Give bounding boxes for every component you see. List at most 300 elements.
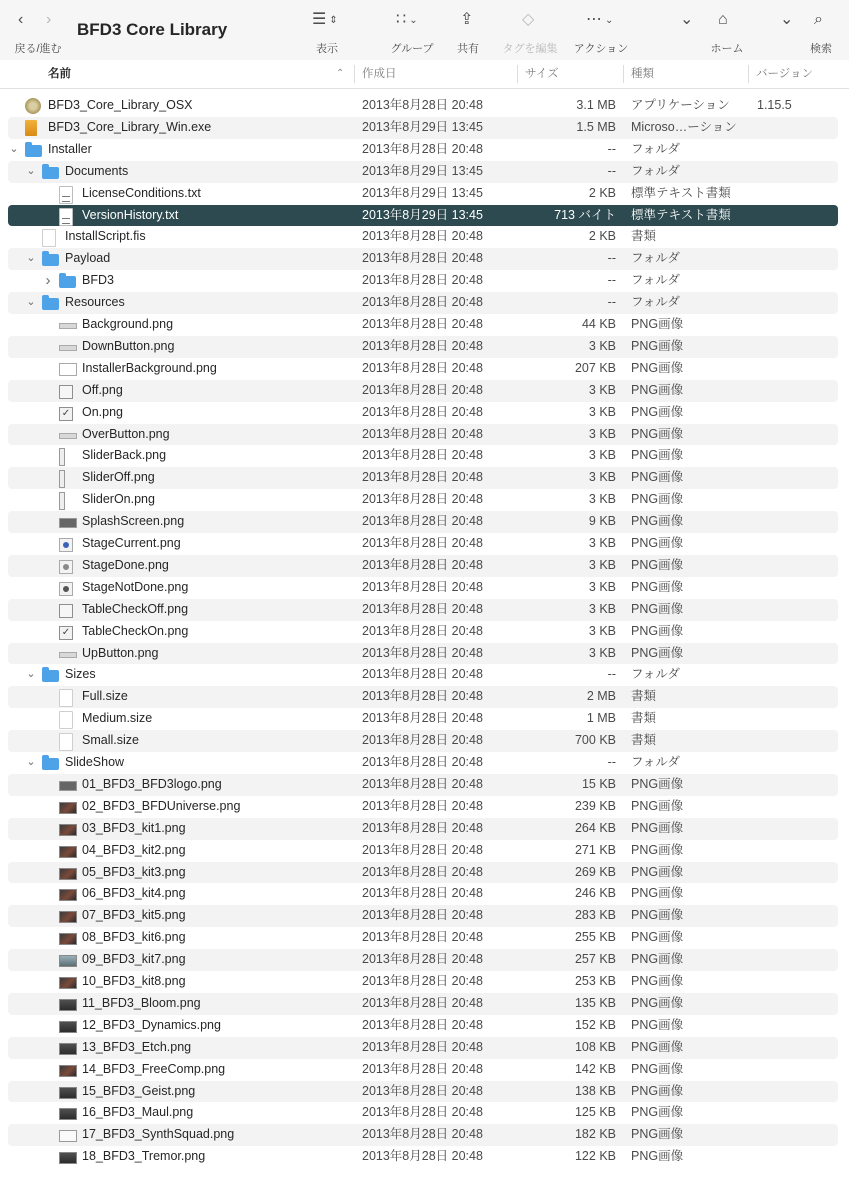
created-date: 2013年8月28日 20:48 (362, 229, 483, 244)
disclosure-closed-chevron-icon[interactable]: › (45, 272, 51, 290)
column-divider[interactable] (623, 65, 624, 83)
created-date: 2013年8月28日 20:48 (362, 98, 483, 112)
file-row[interactable] (8, 358, 838, 380)
file-name: TableCheckOn.png (82, 623, 189, 638)
image-file-icon (59, 518, 77, 528)
file-row[interactable] (8, 183, 838, 205)
column-name[interactable]: 名前 (48, 68, 71, 80)
file-row[interactable] (8, 533, 838, 555)
toolbar (0, 0, 849, 60)
file-row[interactable] (8, 774, 838, 796)
file-name: 05_BFD3_kit3.png (82, 864, 186, 879)
toolbar-overflow-chevron-icon[interactable]: ⌄ (780, 11, 794, 28)
image-file-icon (59, 1108, 77, 1120)
file-size: 152 KB (574, 1017, 616, 1032)
created-date: 2013年8月28日 20:48 (362, 317, 483, 331)
file-row[interactable] (8, 402, 838, 424)
disclosure-open-chevron-icon[interactable]: ⌄ (26, 252, 36, 265)
file-size: 1 MB (586, 711, 616, 726)
file-kind: PNG画像 (631, 536, 684, 550)
image-file-icon (59, 889, 77, 901)
file-name: InstallerBackground.png (82, 360, 217, 375)
created-date: 2013年8月28日 20:48 (362, 930, 483, 945)
image-file-icon (59, 933, 77, 945)
file-size: 713 バイト (554, 207, 616, 222)
folder-icon (42, 254, 59, 266)
created-date: 2013年8月28日 20:48 (362, 557, 483, 572)
file-kind: PNG画像 (631, 601, 684, 616)
folder-icon (59, 276, 76, 288)
file-kind: 書類 (631, 711, 657, 726)
file-kind: PNG画像 (631, 820, 684, 835)
exe-icon (25, 120, 37, 136)
image-file-icon: ✓ (59, 407, 73, 421)
file-size: 3 KB (588, 404, 616, 419)
file-row[interactable] (8, 1037, 838, 1059)
file-size: 239 KB (574, 798, 616, 813)
file-name: 04_BFD3_kit2.png (82, 842, 186, 857)
created-date: 2013年8月28日 20:48 (362, 974, 483, 988)
folder-row[interactable] (8, 248, 838, 270)
created-date: 2013年8月28日 20:48 (362, 251, 483, 266)
created-date: 2013年8月29日 13:45 (362, 207, 483, 222)
file-row[interactable] (8, 643, 838, 665)
file-kind: 書類 (631, 689, 657, 704)
image-file-icon (59, 323, 77, 329)
image-file-icon (59, 538, 73, 552)
file-name: 14_BFD3_FreeComp.png (82, 1061, 226, 1076)
image-file-icon (59, 868, 77, 880)
folder-icon (42, 758, 59, 770)
created-date: 2013年8月28日 20:48 (362, 426, 483, 441)
app-icon (25, 98, 41, 114)
file-name: SlideShow (65, 755, 125, 769)
file-size: 3 KB (588, 426, 616, 441)
file-row[interactable] (8, 796, 838, 818)
file-name: StageDone.png (82, 557, 169, 572)
file-name: Documents (65, 163, 129, 178)
document-icon (59, 689, 73, 707)
file-size: 125 KB (574, 1105, 616, 1120)
image-file-icon (59, 604, 73, 618)
file-name: 10_BFD3_kit8.png (82, 974, 186, 988)
file-size: 3 KB (588, 645, 616, 660)
file-size: -- (607, 755, 616, 769)
tag-icon[interactable]: ◇ (522, 11, 535, 28)
file-size: 3 KB (588, 601, 616, 616)
file-row[interactable] (8, 117, 838, 139)
created-date: 2013年8月29日 13:45 (362, 163, 483, 178)
created-date: 2013年8月28日 20:48 (362, 952, 483, 967)
file-kind: PNG画像 (631, 1039, 684, 1054)
created-date: 2013年8月28日 20:48 (362, 667, 483, 682)
file-size: 108 KB (574, 1039, 616, 1054)
created-date: 2013年8月28日 20:48 (362, 448, 483, 463)
file-row[interactable] (8, 336, 838, 358)
back-icon[interactable]: ‹ (18, 11, 24, 28)
created-date: 2013年8月28日 20:48 (362, 295, 483, 310)
file-row[interactable] (8, 862, 838, 884)
file-kind: PNG画像 (631, 470, 684, 485)
file-size: 2 KB (588, 229, 616, 244)
file-name: 03_BFD3_kit1.png (82, 820, 186, 835)
file-name: TableCheckOff.png (82, 601, 189, 616)
file-name: Off.png (82, 382, 123, 397)
file-kind: PNG画像 (631, 557, 684, 572)
folder-icon (42, 167, 59, 179)
file-size: 142 KB (574, 1061, 616, 1076)
file-kind: フォルダ (631, 667, 680, 682)
column-kind[interactable]: 種類 (631, 68, 654, 80)
created-date: 2013年8月28日 20:48 (362, 864, 483, 879)
file-name: On.png (82, 404, 124, 419)
file-row[interactable] (8, 730, 838, 752)
file-kind: PNG画像 (631, 995, 684, 1010)
file-kind: PNG画像 (631, 645, 684, 660)
file-size: 1.5 MB (576, 119, 616, 134)
column-size[interactable]: サイズ (525, 68, 559, 80)
created-date: 2013年8月28日 20:48 (362, 820, 483, 835)
created-date: 2013年8月28日 20:48 (362, 1149, 483, 1164)
file-size: 135 KB (574, 995, 616, 1010)
file-kind: 書類 (631, 229, 657, 244)
image-file-icon (59, 1152, 77, 1164)
file-row[interactable] (8, 905, 838, 927)
file-name: DownButton.png (82, 338, 175, 353)
view-label[interactable]: 表示 (316, 43, 338, 55)
file-name: 17_BFD3_SynthSquad.png (82, 1127, 235, 1142)
file-size: -- (607, 141, 616, 156)
created-date: 2013年8月28日 20:48 (362, 995, 483, 1010)
image-file-icon (59, 470, 65, 488)
file-name: 15_BFD3_Geist.png (82, 1083, 196, 1098)
column-divider[interactable] (748, 65, 749, 83)
file-name: Full.size (82, 689, 128, 704)
file-name: 07_BFD3_kit5.png (82, 908, 186, 923)
file-kind: PNG画像 (631, 426, 684, 441)
file-size: -- (607, 273, 616, 288)
file-kind: フォルダ (631, 141, 680, 156)
file-row[interactable] (8, 708, 838, 730)
file-kind: 標準テキスト書類 (631, 207, 731, 222)
file-kind: PNG画像 (631, 514, 684, 529)
text-document-icon (59, 186, 73, 204)
disclosure-open-chevron-icon[interactable]: ⌄ (26, 164, 36, 177)
back-forward-label: 戻る/進む (14, 43, 62, 55)
file-kind: PNG画像 (631, 1105, 684, 1120)
folder-row[interactable] (8, 270, 838, 292)
action-ellipsis-icon[interactable]: ⋯ ⌄ (586, 11, 614, 28)
created-date: 2013年8月28日 20:48 (362, 360, 483, 375)
file-kind: PNG画像 (631, 623, 684, 638)
image-file-icon (59, 802, 77, 814)
file-name: StageCurrent.png (82, 536, 181, 550)
file-kind: PNG画像 (631, 1017, 684, 1032)
image-file-icon (59, 1065, 77, 1077)
column-divider[interactable] (354, 65, 355, 83)
image-file-icon (59, 652, 77, 658)
file-row[interactable] (8, 445, 838, 467)
file-kind: PNG画像 (631, 974, 684, 988)
image-file-icon (59, 492, 65, 510)
file-row[interactable] (8, 489, 838, 511)
file-name: 11_BFD3_Bloom.png (82, 995, 201, 1010)
file-size: 253 KB (574, 974, 616, 988)
folder-row[interactable] (8, 752, 838, 774)
image-file-icon (59, 433, 77, 439)
file-kind: フォルダ (631, 273, 680, 288)
image-file-icon (59, 345, 77, 351)
folder-row[interactable] (8, 161, 838, 183)
file-row[interactable] (8, 1146, 838, 1168)
file-row[interactable] (8, 883, 838, 905)
file-kind: アプリケーション (631, 98, 730, 112)
home-label[interactable]: ホーム (710, 43, 744, 55)
file-name: Resources (65, 295, 125, 310)
file-row[interactable] (8, 599, 838, 621)
created-date: 2013年8月28日 20:48 (362, 886, 483, 901)
column-header (0, 60, 849, 89)
created-date: 2013年8月28日 20:48 (362, 733, 483, 748)
file-kind: PNG画像 (631, 1149, 684, 1164)
folder-icon (42, 298, 59, 310)
created-date: 2013年8月28日 20:48 (362, 492, 483, 507)
file-name: 06_BFD3_kit4.png (82, 886, 186, 901)
file-name: 01_BFD3_BFD3logo.png (82, 776, 222, 791)
action-label[interactable]: アクション (573, 43, 629, 55)
file-row[interactable] (8, 95, 838, 117)
file-size: -- (607, 295, 616, 310)
file-kind: フォルダ (631, 295, 680, 310)
file-size: 3 KB (588, 470, 616, 485)
file-size: 264 KB (574, 820, 616, 835)
file-name: Medium.size (82, 711, 153, 726)
created-date: 2013年8月28日 20:48 (362, 1017, 483, 1032)
file-kind: PNG画像 (631, 776, 684, 791)
search-icon[interactable]: ⌕ (814, 11, 823, 28)
file-name: SliderOff.png (82, 470, 155, 485)
image-file-icon (59, 1087, 77, 1099)
file-size: -- (607, 163, 616, 178)
file-row[interactable] (8, 621, 838, 643)
file-name: UpButton.png (82, 645, 159, 660)
image-file-icon (59, 955, 77, 967)
file-row[interactable] (8, 840, 838, 862)
created-date: 2013年8月28日 20:48 (362, 536, 483, 550)
file-kind: 書類 (631, 733, 657, 748)
image-file-icon (59, 582, 73, 596)
file-kind: Microso…ーション (631, 119, 737, 134)
group-label[interactable]: グループ (390, 43, 434, 55)
file-row[interactable] (8, 1059, 838, 1081)
image-file-icon (59, 448, 65, 466)
file-version: 1.15.5 (757, 98, 792, 112)
home-icon[interactable]: ⌂ (718, 11, 728, 28)
file-size: 700 KB (574, 733, 616, 748)
file-name: Installer (48, 141, 92, 156)
image-file-icon (59, 1043, 77, 1055)
file-kind: PNG画像 (631, 579, 684, 594)
file-row[interactable] (8, 555, 838, 577)
file-kind: PNG画像 (631, 1127, 684, 1142)
created-date: 2013年8月28日 20:48 (362, 382, 483, 397)
image-file-icon (59, 824, 77, 836)
created-date: 2013年8月28日 20:48 (362, 908, 483, 923)
created-date: 2013年8月28日 20:48 (362, 711, 483, 726)
forward-icon[interactable]: › (46, 11, 52, 28)
file-kind: PNG画像 (631, 360, 684, 375)
document-icon (42, 229, 56, 247)
document-icon (59, 733, 73, 751)
file-kind: PNG画像 (631, 864, 684, 879)
file-name: 12_BFD3_Dynamics.png (82, 1017, 221, 1032)
file-row[interactable] (8, 1124, 838, 1146)
file-row[interactable] (8, 577, 838, 599)
file-name: Payload (65, 251, 111, 266)
sort-ascending-icon: ⌃ (336, 68, 345, 79)
file-name: VersionHistory.txt (82, 207, 179, 222)
file-kind: PNG画像 (631, 1061, 684, 1076)
created-date: 2013年8月28日 20:48 (362, 798, 483, 813)
folder-row[interactable] (8, 664, 838, 686)
file-row[interactable] (8, 467, 838, 489)
file-kind: PNG画像 (631, 448, 684, 463)
file-kind: PNG画像 (631, 908, 684, 923)
file-name: 02_BFD3_BFDUniverse.png (82, 798, 241, 813)
image-file-icon (59, 999, 77, 1011)
image-file-icon (59, 911, 77, 923)
file-size: 269 KB (574, 864, 616, 879)
file-kind: PNG画像 (631, 886, 684, 901)
file-kind: PNG画像 (631, 382, 684, 397)
column-version[interactable]: バージョン (756, 68, 814, 80)
file-row[interactable] (8, 971, 838, 993)
created-date: 2013年8月28日 20:48 (362, 842, 483, 857)
file-kind: 標準テキスト書類 (631, 185, 731, 200)
image-file-icon (59, 1130, 77, 1142)
file-row[interactable] (8, 818, 838, 840)
image-file-icon (59, 385, 73, 399)
image-file-icon: ✓ (59, 626, 73, 640)
file-row[interactable] (8, 226, 838, 248)
file-size: 283 KB (574, 908, 616, 923)
created-date: 2013年8月28日 20:48 (362, 776, 483, 791)
folder-icon (42, 670, 59, 682)
chevron-down-icon[interactable]: ⌄ (680, 11, 694, 28)
file-size: 257 KB (574, 952, 616, 967)
share-icon[interactable]: ⇪ (460, 11, 474, 28)
file-name: BFD3 (82, 273, 114, 288)
file-name: BFD3_Core_Library_Win.exe (48, 119, 212, 134)
created-date: 2013年8月28日 20:48 (362, 1039, 483, 1054)
file-kind: PNG画像 (631, 952, 684, 967)
file-row[interactable] (8, 1102, 838, 1124)
file-row[interactable] (8, 424, 838, 446)
file-name: OverButton.png (82, 426, 170, 441)
tags-label[interactable]: タグを編集 (502, 43, 558, 55)
file-name: Small.size (82, 733, 139, 748)
file-kind: PNG画像 (631, 1083, 684, 1098)
file-row[interactable] (8, 993, 838, 1015)
file-kind: PNG画像 (631, 317, 684, 331)
file-size: 3 KB (588, 382, 616, 397)
window-title: BFD3 Core Library (77, 20, 228, 39)
disclosure-open-chevron-icon[interactable]: ⌄ (26, 668, 36, 681)
file-size: 9 KB (588, 514, 616, 529)
created-date: 2013年8月28日 20:48 (362, 623, 483, 638)
column-date[interactable]: 作成日 (362, 68, 397, 80)
file-size: 2 MB (586, 689, 616, 704)
created-date: 2013年8月28日 20:48 (362, 689, 483, 704)
image-file-icon (59, 977, 77, 989)
file-size: 122 KB (574, 1149, 616, 1164)
file-kind: PNG画像 (631, 404, 684, 419)
file-name: 09_BFD3_kit7.png (82, 952, 186, 967)
created-date: 2013年8月28日 20:48 (362, 470, 483, 485)
file-name: SliderOn.png (82, 492, 155, 507)
file-size: 15 KB (581, 776, 616, 791)
created-date: 2013年8月28日 20:48 (362, 141, 483, 156)
image-file-icon (59, 363, 77, 376)
file-size: -- (607, 667, 616, 682)
file-size: 44 KB (581, 317, 616, 331)
disclosure-open-chevron-icon[interactable]: ⌄ (26, 296, 36, 309)
folder-row[interactable] (8, 139, 838, 161)
file-name: LicenseConditions.txt (82, 185, 201, 200)
file-name: 13_BFD3_Etch.png (82, 1039, 192, 1054)
file-row[interactable] (8, 949, 838, 971)
file-size: 138 KB (574, 1083, 616, 1098)
file-row[interactable] (8, 1081, 838, 1103)
file-row[interactable] (8, 927, 838, 949)
file-kind: フォルダ (631, 251, 680, 266)
disclosure-open-chevron-icon[interactable]: ⌄ (9, 142, 19, 155)
file-row[interactable] (8, 686, 838, 708)
file-row[interactable] (8, 205, 838, 227)
created-date: 2013年8月28日 20:48 (362, 1061, 483, 1076)
created-date: 2013年8月28日 20:48 (362, 645, 483, 660)
share-label[interactable]: 共有 (457, 43, 479, 55)
file-kind: フォルダ (631, 755, 680, 769)
file-row[interactable] (8, 314, 838, 336)
file-size: 3 KB (588, 579, 616, 594)
file-size: 182 KB (574, 1127, 616, 1142)
view-list-icon[interactable]: ☰ ⇕ (312, 11, 338, 28)
file-row[interactable] (8, 380, 838, 402)
group-grid-icon[interactable]: ∷ ⌄ (396, 11, 418, 28)
file-size: 2 KB (588, 185, 616, 200)
folder-row[interactable] (8, 292, 838, 314)
file-row[interactable] (8, 511, 838, 533)
image-file-icon (59, 781, 77, 791)
disclosure-open-chevron-icon[interactable]: ⌄ (26, 756, 36, 768)
file-name: 18_BFD3_Tremor.png (82, 1149, 206, 1164)
image-file-icon (59, 1021, 77, 1033)
file-size: 255 KB (574, 930, 616, 945)
created-date: 2013年8月28日 20:48 (362, 273, 483, 288)
file-name: StageNotDone.png (82, 579, 189, 594)
created-date: 2013年8月28日 20:48 (362, 1105, 483, 1120)
file-kind: PNG画像 (631, 492, 684, 507)
search-label[interactable]: 検索 (810, 43, 832, 55)
file-size: 3 KB (588, 557, 616, 572)
file-row[interactable] (8, 1015, 838, 1037)
file-size: 3 KB (588, 536, 616, 550)
file-size: 3 KB (588, 338, 616, 353)
file-kind: PNG画像 (631, 842, 684, 857)
column-divider[interactable] (517, 65, 518, 83)
text-document-icon (59, 208, 73, 226)
